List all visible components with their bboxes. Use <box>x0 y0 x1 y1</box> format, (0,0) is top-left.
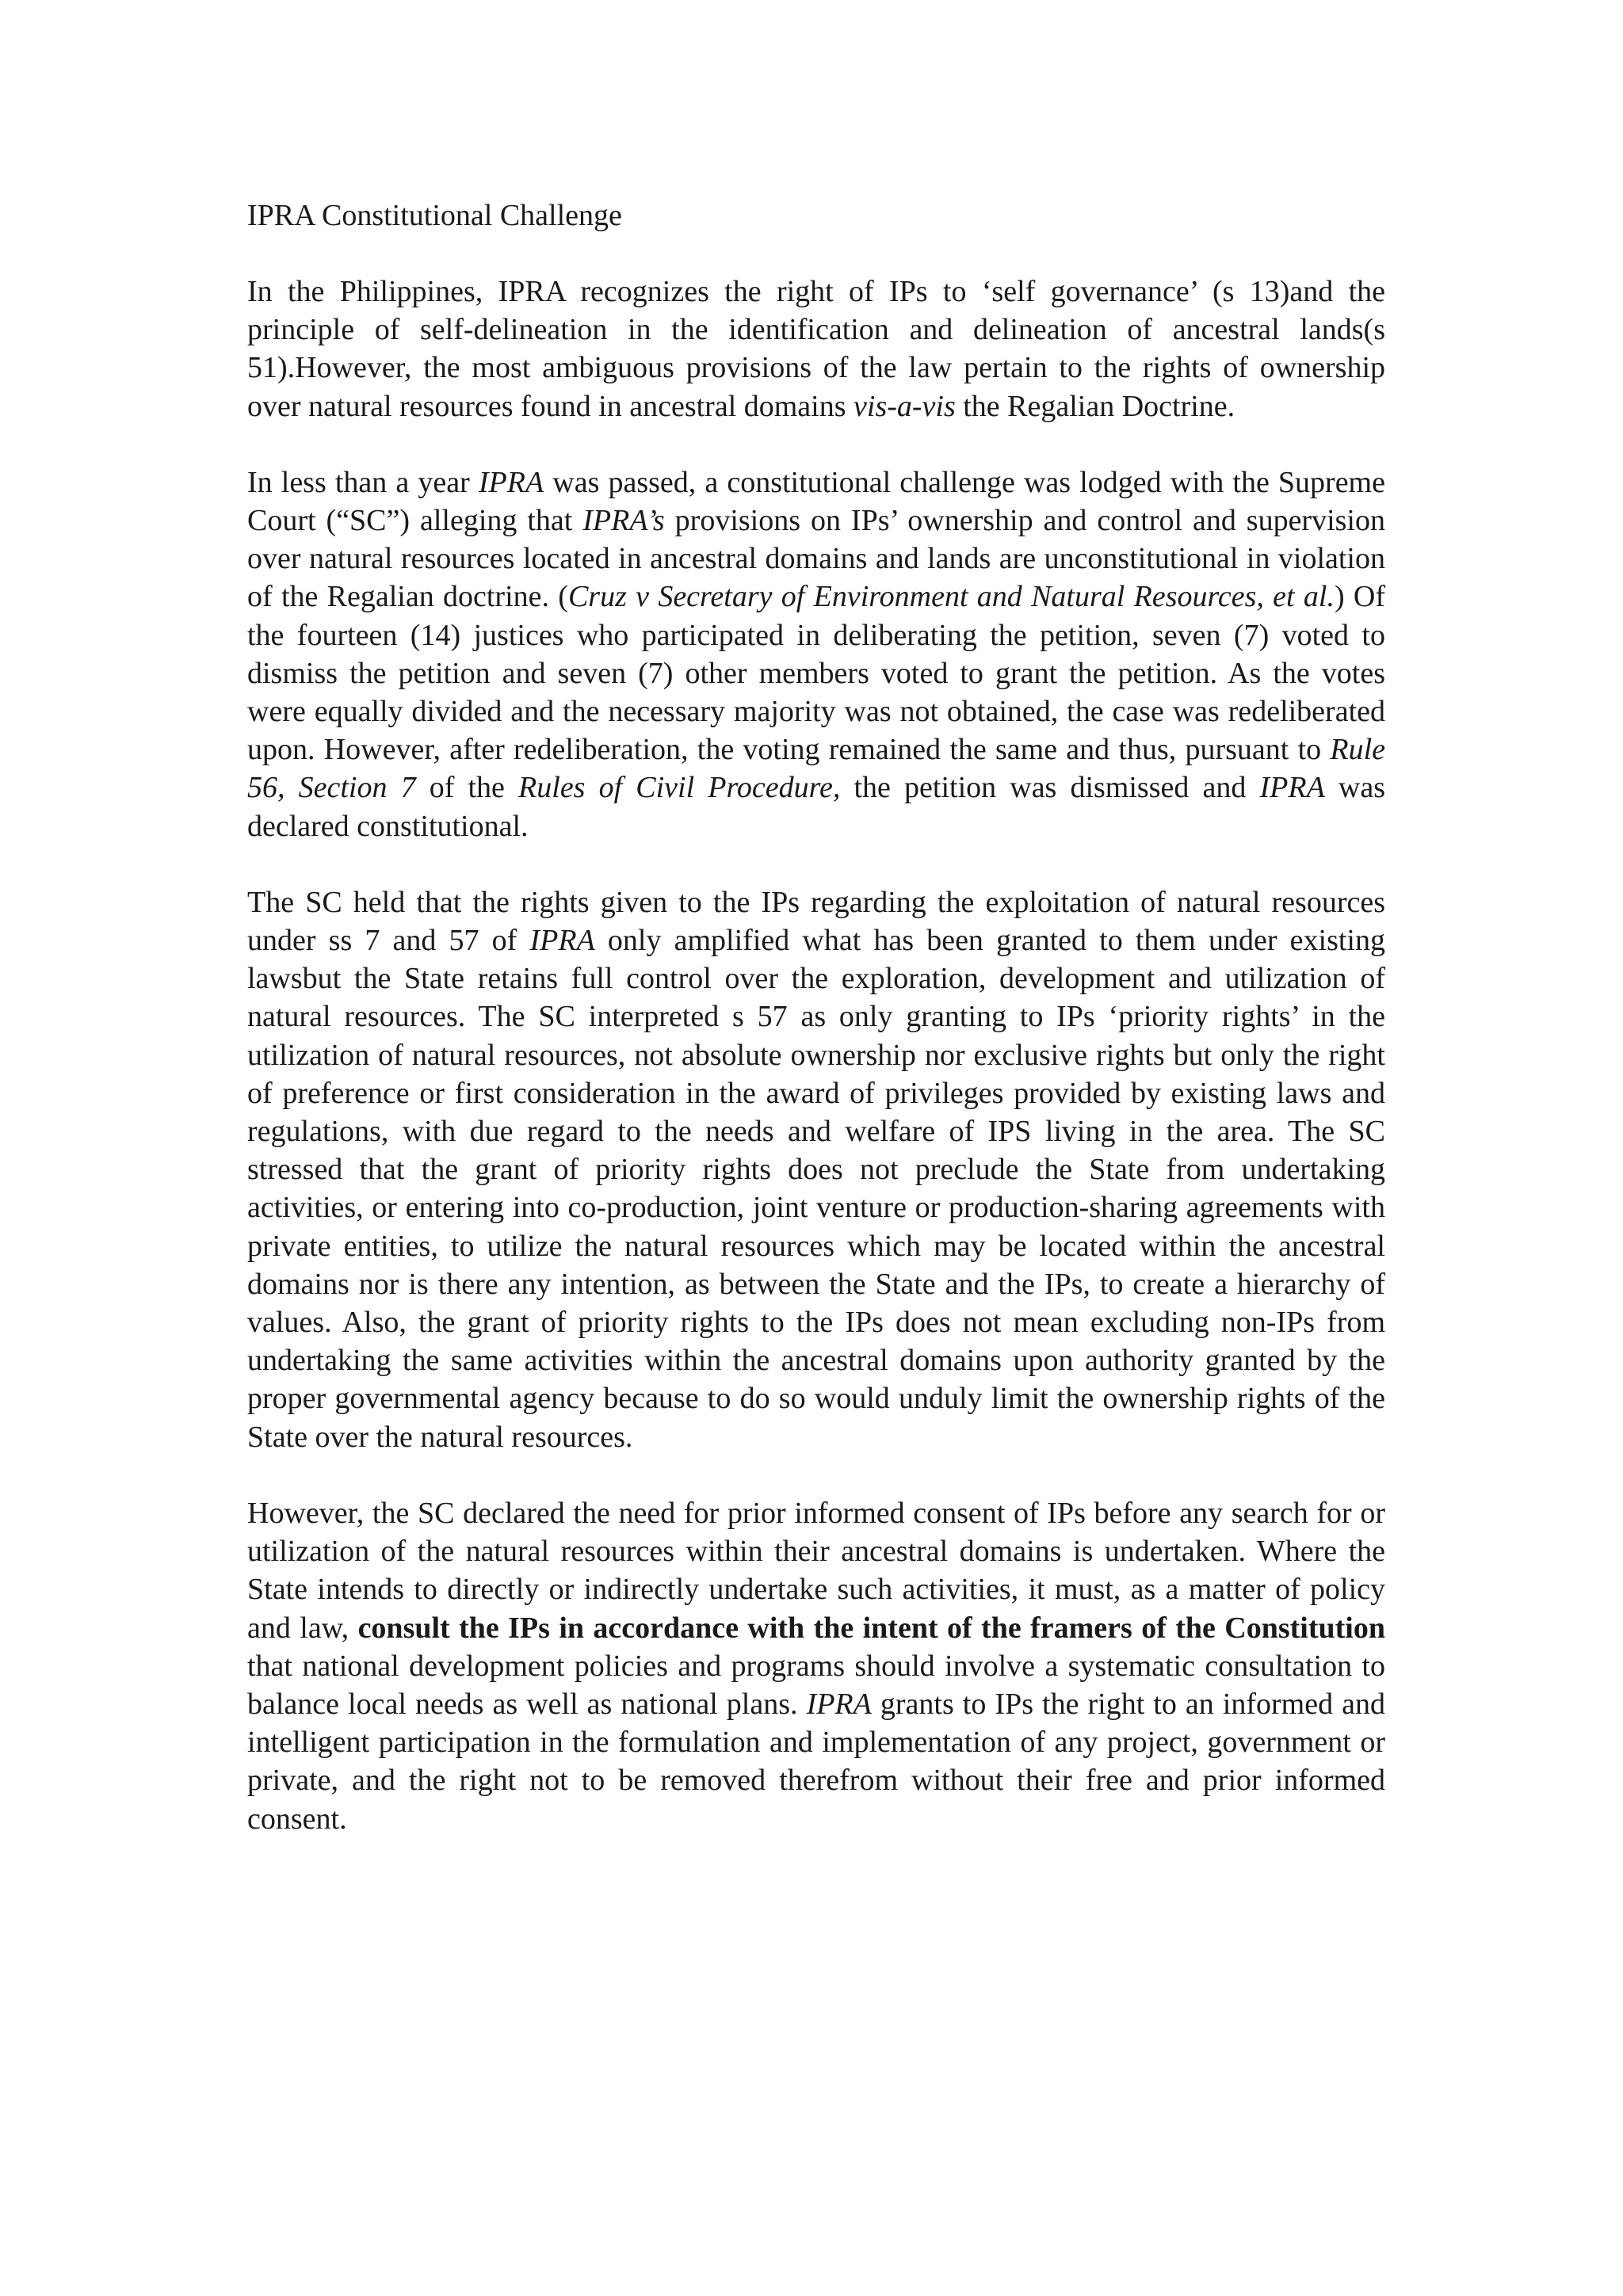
text-run: was declared constitutional. <box>247 771 1385 843</box>
paragraph-3 <box>247 883 1385 1456</box>
paragraph-1 <box>247 273 1385 425</box>
paragraph-4 <box>247 1494 1385 1838</box>
text-run: The SC held that the rights given to the IPs regarding the exploitation of natural resources under ss 7 and 57 of <box>247 885 1385 958</box>
bold-text: consult the IPs in accordance with the intent of the framers of the Constitution <box>357 1611 1385 1645</box>
text-run: was passed, a constitutional challenge was lodged with the Supreme Court (“SC”) alleging that <box>247 465 1385 538</box>
text-run: However, the SC declared the need for prior informed consent of IPs before any search for or utilization of the natural resources within their ancestral domains is undertaken. Where the State intends to directly or indirectly undertake such activities, it must, as a matter of policy and law, <box>247 1496 1385 1645</box>
text-run: provisions on IPs’ ownership and control and supervision over natural resources located in ancestral domains and lands are unconstitutional in violation of the Regalian doctrine. ( <box>247 504 1385 614</box>
text-run: only amplified what has been granted to them under existing lawsbut the State retains full control over the exploration, development and utilization of natural resources. The SC interpreted s 57 as only granting to IPs ‘priority rights’ in the utilization of natural resources, not absolute ownership nor exclusive rights but only the right of preference or first consideration in the award of privileges provided by existing laws and regulations, with due regard to the needs and welfare of IPS living in the area. The SC stressed that the grant of priority rights does not preclude the State from undertaking activities, or entering into co-production, joint venture or production-sharing agreements with private entities, to utilize the natural resources which may be located within the ancestral domains nor is there any intention, as between the State and the IPs, to create a hierarchy of values. Also, the grant of priority rights to the IPs does not mean excluding non-IPs from undertaking the same activities within the ancestral domains upon authority granted by the proper governmental agency because to do so would unduly limit the ownership rights of the State over the natural resources. <box>247 924 1385 1454</box>
paragraph-2 <box>247 463 1385 845</box>
italic-text: IPRA <box>478 465 544 499</box>
text-run: that national development policies and programs should involve a systematic consultation to balance local needs as well as national plans. <box>247 1649 1385 1721</box>
italic-text: Cruz v Secretary of Environment and Natural Resources, et al. <box>567 580 1335 614</box>
text-run: ) Of the fourteen (14) justices who participated in deliberating the petition, seven (7) voted to dismiss the petition and seven (7) other members voted to grant the petition. As the votes were equally divided and the necessary majority was not obtained, the case was redeliberated upon. However, after redeliberation, the voting remained the same and thus, pursuant to <box>247 580 1385 767</box>
italic-text: IPRA’s <box>582 504 665 538</box>
text-run: the Regalian Doctrine. <box>955 389 1235 423</box>
text-run: of the <box>415 771 519 805</box>
document-page <box>247 196 1385 1838</box>
text-run: the petition was dismissed and <box>840 771 1260 805</box>
document-body <box>247 273 1385 1838</box>
italic-text: Rule 56, Section 7 <box>247 733 1385 805</box>
italic-text: IPRA <box>1259 771 1325 805</box>
document-title: IPRA Constitutional Challenge <box>247 199 622 232</box>
italic-text: Rules of Civil Procedure, <box>518 771 841 805</box>
italic-text: vis-a-vis <box>854 389 956 423</box>
italic-text: IPRA <box>529 924 595 958</box>
italic-text: IPRA <box>806 1687 872 1721</box>
text-run: grants to IPs the right to an informed and intelligent participation in the formulation and implementation of any project, government or private, and the right not to be removed therefrom without their free and prior informed consent. <box>247 1687 1385 1836</box>
text-run: In the Philippines, IPRA recognizes the right of IPs to ‘self governance’ (s 13)and the principle of self-delineation in the identification and delineation of ancestral lands(s 51).However, the most ambiguous provisions of the law pertain to the rights of ownership over natural resources found in ancestral domains <box>247 275 1385 423</box>
text-run: In less than a year <box>247 465 479 499</box>
